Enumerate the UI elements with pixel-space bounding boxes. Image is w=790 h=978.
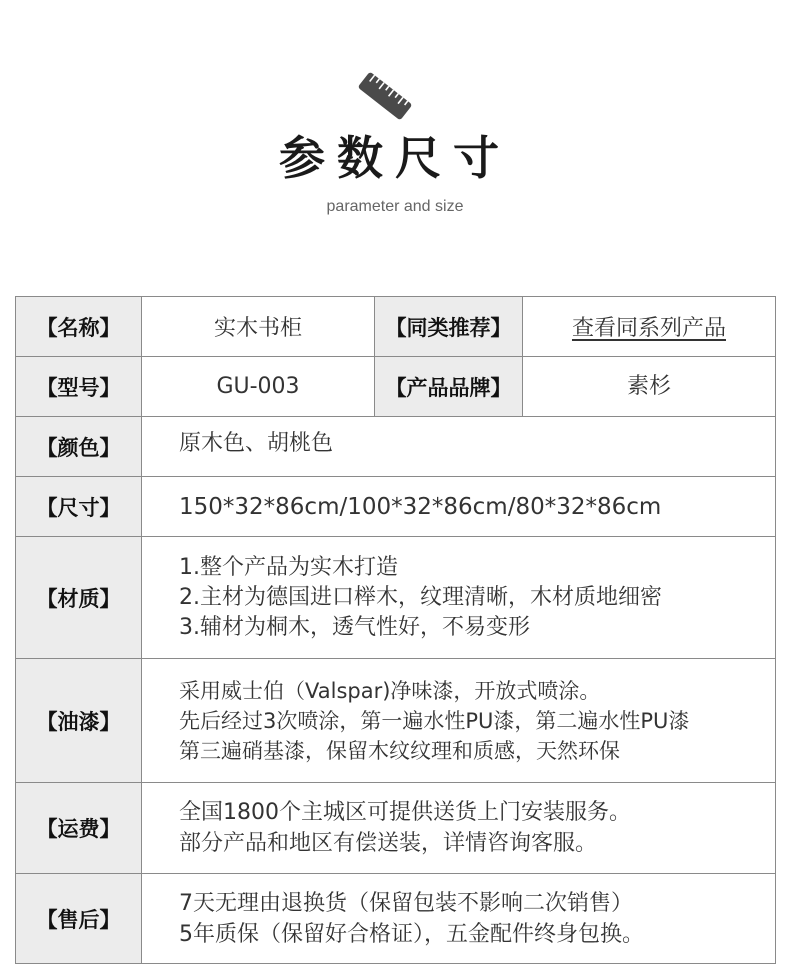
ruler-icon (355, 68, 415, 124)
name-label: 【名称】 (16, 297, 142, 357)
material-line: 2.主材为德国进口榉木，纹理清晰，木材质地细密 (179, 584, 662, 610)
table-row (16, 477, 776, 537)
table-row (16, 417, 776, 477)
table-row (16, 783, 776, 874)
shipping-label: 【运费】 (16, 783, 142, 874)
related-cell (523, 297, 776, 357)
material-label: 【材质】 (16, 537, 142, 659)
size-label: 【尺寸】 (16, 477, 142, 537)
color-label: 【颜色】 (16, 417, 142, 477)
paint-line: 第三遍硝基漆，保留木纹纹理和质感，天然环保 (179, 738, 620, 763)
after-sales-label: 【售后】 (16, 874, 142, 964)
material-line: 3.辅材为桐木，透气性好，不易变形 (179, 614, 530, 640)
table-row (16, 537, 776, 659)
table-row (16, 297, 776, 357)
paint-value (142, 659, 776, 783)
color-value: 原木色、胡桃色 (142, 417, 776, 477)
paint-line: 采用威士伯（Valspar)净味漆，开放式喷涂。 (179, 678, 601, 703)
after-sales-value (142, 874, 776, 964)
shipping-value (142, 783, 776, 874)
after-sales-line: 7天无理由退换货（保留包装不影响二次销售） (179, 890, 633, 916)
page-title: 参数尺寸 (279, 131, 511, 185)
table-row (16, 874, 776, 964)
page-subtitle: parameter and size (326, 198, 464, 215)
paint-line: 先后经过3次喷涂，第一遍水性PU漆，第二遍水性PU漆 (179, 708, 690, 733)
paint-label: 【油漆】 (16, 659, 142, 783)
parameter-table (15, 296, 776, 964)
after-sales-line: 5年质保（保留好合格证），五金配件终身包换。 (179, 921, 644, 947)
material-value (142, 537, 776, 659)
shipping-line: 全国1800个主城区可提供送货上门安装服务。 (179, 800, 631, 825)
model-label: 【型号】 (16, 357, 142, 417)
brand-label: 【产品品牌】 (375, 357, 523, 417)
related-label: 【同类推荐】 (375, 297, 523, 357)
name-value: 实木书柜 (142, 297, 375, 357)
table-row (16, 659, 776, 783)
size-value: 150*32*86cm/100*32*86cm/80*32*86cm (142, 477, 776, 537)
model-value: GU-003 (142, 357, 375, 417)
shipping-line: 部分产品和地区有偿送装，详情咨询客服。 (179, 831, 598, 856)
view-series-link[interactable]: 查看同系列产品 (571, 316, 726, 341)
material-line: 1.整个产品为实木打造 (179, 554, 398, 580)
table-row (16, 357, 776, 417)
brand-value: 素杉 (523, 357, 776, 417)
